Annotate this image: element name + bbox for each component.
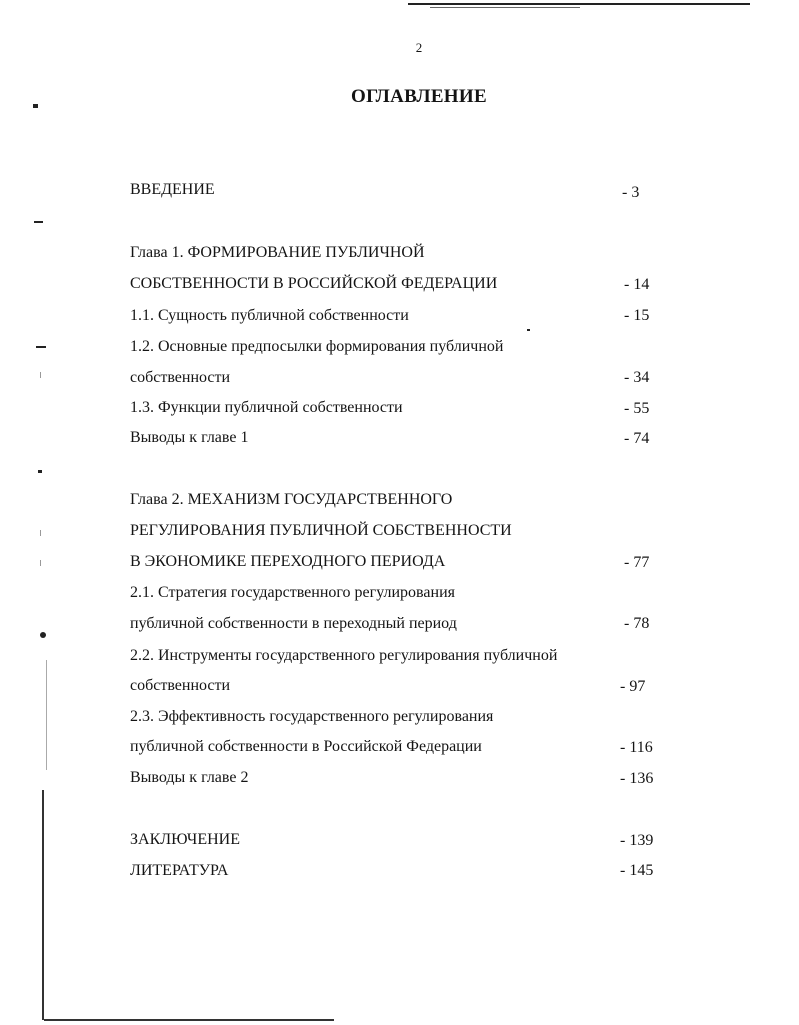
toc-chapter-2-title-line-2: РЕГУЛИРОВАНИЯ ПУБЛИЧНОЙ СОБСТВЕННОСТИ [130,522,512,539]
toc-page-chapter-2: - 77 [624,554,650,571]
scan-edge-line-left-faint [46,660,47,770]
toc-section-2-2-line-1: 2.2. Инструменты государственного регулирования публичной [130,647,558,664]
toc-page-chapter-1: - 14 [624,276,650,293]
toc-chapter-2-title-line-1: Глава 2. МЕХАНИЗМ ГОСУДАРСТВЕННОГО [130,491,453,508]
toc-page-chapter-2-conclusion: - 136 [620,770,654,787]
toc-entry-literature: ЛИТЕРАТУРА [130,862,229,879]
toc-section-1-2-line-2: собственности [130,369,231,386]
toc-page-section-1-1: - 15 [624,307,650,324]
toc-page-introduction: - 3 [622,184,640,201]
toc-chapter-1-title-line-2: СОБСТВЕННОСТИ В РОССИЙСКОЙ ФЕДЕРАЦИИ [130,275,498,292]
scan-edge-line-top [408,3,750,5]
scan-edge-line-left [42,790,44,1020]
page-number: 2 [415,40,423,55]
toc-chapter-1-conclusion: Выводы к главе 1 [130,429,249,446]
toc-section-2-1-line-2: публичной собственности в переходный период [130,615,457,632]
scan-speck [40,530,41,536]
toc-section-2-3-line-2: публичной собственности в Российской Федерации [130,738,482,755]
scan-speck [34,221,43,223]
scan-speck [36,346,46,348]
scan-speck [40,632,46,638]
toc-page-chapter-1-conclusion: - 74 [624,430,650,447]
scan-speck [40,560,41,566]
toc-page-literature: - 145 [620,862,654,879]
toc-page-section-2-3: - 116 [620,739,653,756]
scan-speck [527,329,530,331]
toc-section-2-1-line-1: 2.1. Стратегия государственного регулирования [130,584,455,601]
scan-edge-line-top-faint [430,7,580,8]
toc-page-section-2-1: - 78 [624,615,650,632]
toc-section-1-3: 1.3. Функции публичной собственности [130,399,403,416]
toc-page-conclusion: - 139 [620,832,654,849]
toc-section-2-3-line-1: 2.3. Эффективность государственного регулирования [130,708,494,725]
toc-section-2-2-line-2: собственности [130,677,231,694]
toc-page-section-1-3: - 55 [624,400,650,417]
toc-entry-introduction: ВВЕДЕНИЕ [130,181,215,198]
scan-speck [40,372,41,378]
toc-chapter-2-title-line-3: В ЭКОНОМИКЕ ПЕРЕХОДНОГО ПЕРИОДА [130,553,446,570]
toc-section-1-2-line-1: 1.2. Основные предпосылки формирования публичной [130,338,504,355]
toc-section-1-1: 1.1. Сущность публичной собственности [130,307,409,324]
toc-chapter-1-title-line-1: Глава 1. ФОРМИРОВАНИЕ ПУБЛИЧНОЙ [130,244,425,261]
scan-edge-line-bottom [44,1019,334,1021]
toc-page-section-1-2: - 34 [624,369,650,386]
toc-chapter-2-conclusion: Выводы к главе 2 [130,769,249,786]
scan-speck [38,470,42,473]
toc-entry-conclusion: ЗАКЛЮЧЕНИЕ [130,831,240,848]
toc-page-section-2-2: - 97 [620,678,646,695]
page-title: ОГЛАВЛЕНИЕ [351,86,487,107]
